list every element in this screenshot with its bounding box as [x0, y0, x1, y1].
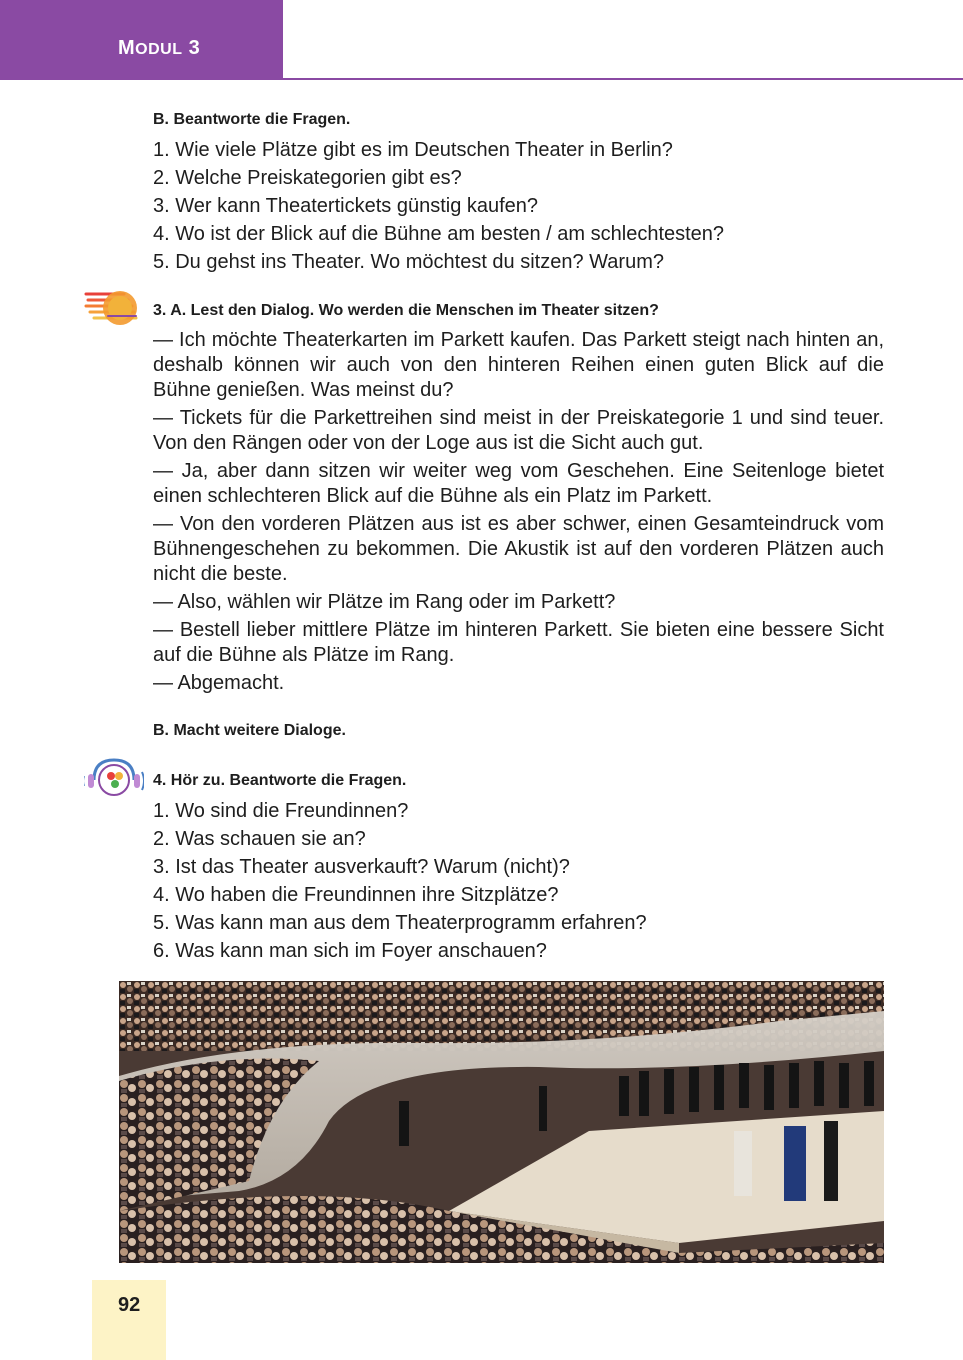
question-item: 5. Was kann man aus dem Theaterprogramm erfahren? — [153, 912, 647, 934]
question-item: 3. Wer kann Theatertickets günstig kaufen? — [153, 195, 539, 217]
question-item: 1. Wo sind die Freundinnen? — [153, 800, 409, 822]
task-4 — [153, 771, 884, 965]
task-heading: B. Beantworte die Fragen. — [153, 111, 351, 128]
page-number-box — [92, 1280, 166, 1360]
header-rule — [283, 78, 963, 80]
task-3 — [153, 301, 884, 699]
task-heading: B. Macht weitere Dialoge. — [153, 722, 346, 739]
dialog-line: — Ich möchte Theaterkarten im Parkett kaufen. Das Parkett steigt nach hinten an, deshalb können wir auch von den hinteren Reihen einen guten Blick auf die Bühne genießen. Was meinst du? — [153, 329, 884, 401]
listening-icon — [84, 756, 144, 800]
dialog-line: — Also, wählen wir Plätze im Rang oder im Parkett? — [153, 591, 616, 613]
task-heading: 3. A. Lest den Dialog. Wo werden die Menschen im Theater sitzen? — [153, 302, 659, 319]
module-label: MODUL 3 — [118, 37, 201, 59]
question-item: 1. Wie viele Plätze gibt es im Deutschen Theater in Berlin? — [153, 139, 673, 161]
dialog-line: — Ja, aber dann sitzen wir weiter weg vom Geschehen. Eine Seitenloge bietet einen schlechteren Blick auf die Bühne als ein Platz im Parkett. — [153, 460, 884, 507]
task-heading: 4. Hör zu. Beantworte die Fragen. — [153, 772, 407, 789]
task-3-section-b — [153, 721, 884, 741]
read-icon — [84, 286, 142, 330]
dialog-line: — Tickets für die Parkettreihen sind meist in der Preiskategorie 1 und sind teuer. Von den Rängen oder von der Loge aus ist die Sicht auch gut. — [153, 407, 884, 454]
dialog-line: — Von den vorderen Plätzen aus ist es aber schwer, einen Gesamteindruck vom Bühnengeschehen zu bekommen. Die Akustik ist auf den vorderen Plätzen auch nicht die beste. — [153, 513, 884, 585]
question-item: 2. Was schauen sie an? — [153, 828, 366, 850]
question-item: 5. Du gehst ins Theater. Wo möchtest du sitzen? Warum? — [153, 251, 664, 273]
question-item: 3. Ist das Theater ausverkauft? Warum (nicht)? — [153, 856, 570, 878]
question-item: 4. Wo haben die Freundinnen ihre Sitzplätze? — [153, 884, 559, 906]
dialog — [153, 328, 884, 696]
dialog-line: — Bestell lieber mittlere Plätze im hinteren Parkett. Sie bieten eine bessere Sicht auf die Bühne als Plätze im Rang. — [153, 619, 884, 666]
dialog-line: — Abgemacht. — [153, 672, 285, 694]
question-item: 6. Was kann man sich im Foyer anschauen? — [153, 940, 547, 962]
concert-hall-photo — [119, 981, 884, 1263]
page-number: 92 — [118, 1294, 141, 1316]
question-item: 2. Welche Preiskategorien gibt es? — [153, 167, 462, 189]
section-b-questions — [153, 110, 884, 276]
question-item: 4. Wo ist der Blick auf die Bühne am besten / am schlechtesten? — [153, 223, 725, 245]
